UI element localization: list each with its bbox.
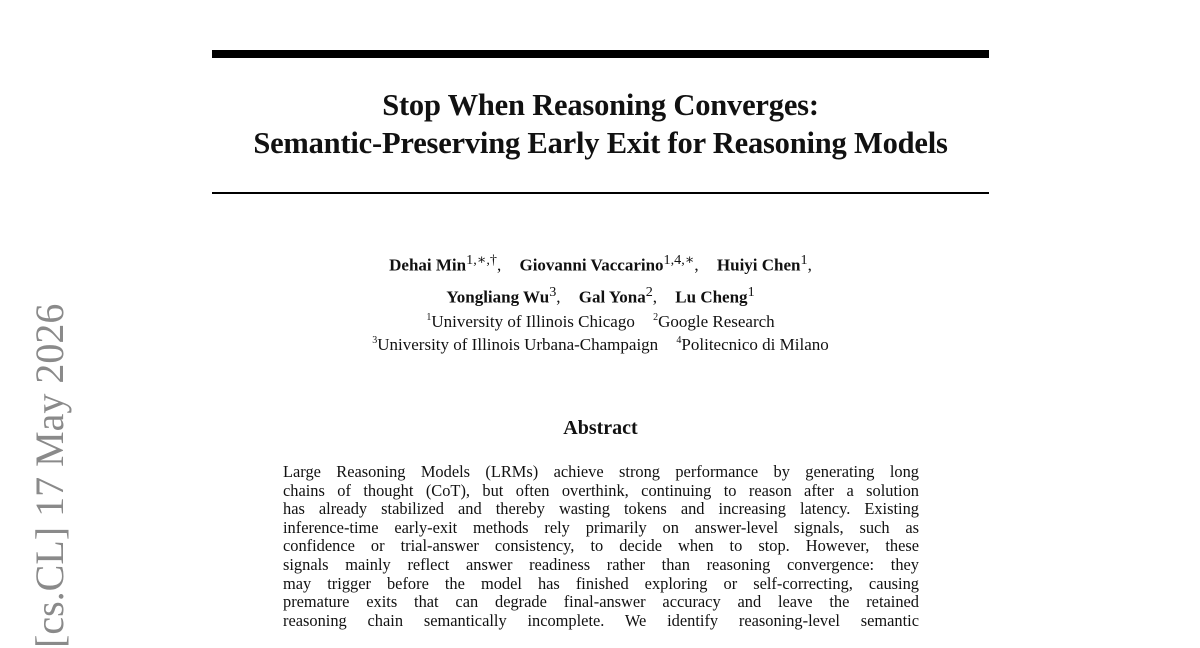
affiliation: [372, 335, 658, 354]
author-name: Huiyi Chen: [716, 255, 801, 275]
abstract-body: [283, 463, 919, 630]
affiliation-name: University of Illinois Chicago: [431, 312, 635, 331]
affiliation-mark: 4: [676, 335, 682, 346]
affiliation-list: [212, 310, 989, 356]
abstract-line: inference-time early-exit methods rely primarily on answer-level signals, such as: [283, 517, 919, 537]
affiliation-mark: 3: [372, 335, 378, 346]
title-line-2: Semantic-Preserving Early Exit for Reasoning Models: [253, 126, 948, 160]
abstract-line: Large Reasoning Models (LRMs) achieve strong performance by generating long: [283, 462, 919, 481]
author-affiliation-marks: 1,∗,†: [466, 252, 497, 268]
affiliation-name: Google Research: [658, 312, 775, 331]
abstract-line: chains of thought (CoT), but often overthink, continuing to reason after a solution: [283, 480, 919, 500]
affiliation-name: University of Illinois Urbana-Champaign: [377, 335, 659, 354]
author-affiliation-marks: 1,4,∗: [663, 252, 695, 268]
title-bottom-rule: [212, 192, 989, 194]
title-top-rule: [212, 50, 989, 58]
affiliation-mark: 2: [653, 312, 659, 323]
affiliation: [653, 312, 775, 331]
paper-title: [212, 86, 989, 162]
abstract-line: signals mainly reflect answer readiness rather than reasoning convergence: they: [283, 554, 919, 574]
abstract-line: has already stabilized and thereby wasting tokens and increasing latency. Existing: [283, 499, 919, 519]
abstract-line: confidence or trial-answer consistency, to decide when to stop. However, these: [283, 536, 919, 556]
author-affiliation-marks: 2: [645, 283, 653, 300]
abstract-heading: Abstract: [563, 417, 638, 439]
affiliation: [426, 312, 635, 331]
author-name: Gal Yona: [578, 287, 646, 307]
affiliation: [676, 335, 828, 354]
affiliation-name: Politecnico di Milano: [681, 335, 829, 354]
author-row-2: Yongliang Wu$^3$, Gal Yona$^2$, Lu Cheng$^1$: [446, 283, 755, 307]
author-name: Dehai Min: [389, 255, 467, 275]
affiliation-row-1: [212, 310, 989, 333]
abstract-line: premature exits that can degrade final-answer accuracy and leave the retained: [283, 592, 919, 612]
author-affiliation-marks: 3: [549, 283, 557, 300]
author-row-1: Dehai Min$^{1,∗,\dagger}$, Giovanni Vaccarino$^{1,4,∗}$, Huiyi Chen$^1$,: [389, 252, 812, 275]
author-affiliation-marks: 1: [747, 283, 755, 300]
author-name: Yongliang Wu: [446, 287, 550, 307]
title-line-1: Stop When Reasoning Converges:: [382, 88, 819, 122]
affiliation-row-2: [212, 333, 989, 356]
author-list: [212, 247, 989, 310]
author-name: Giovanni Vaccarino: [519, 255, 664, 275]
arxiv-side-stamp: [cs.CL] 17 May 2026: [27, 303, 72, 648]
affiliation-mark: 1: [426, 312, 432, 323]
abstract-line: may trigger before the model has finished exploring or self-correcting, causing: [283, 573, 919, 593]
author-affiliation-marks: 1: [800, 252, 808, 268]
author-name: Lu Cheng: [675, 287, 748, 307]
abstract-line: reasoning chain semantically incomplete. We identify reasoning-level semantic: [283, 610, 919, 630]
